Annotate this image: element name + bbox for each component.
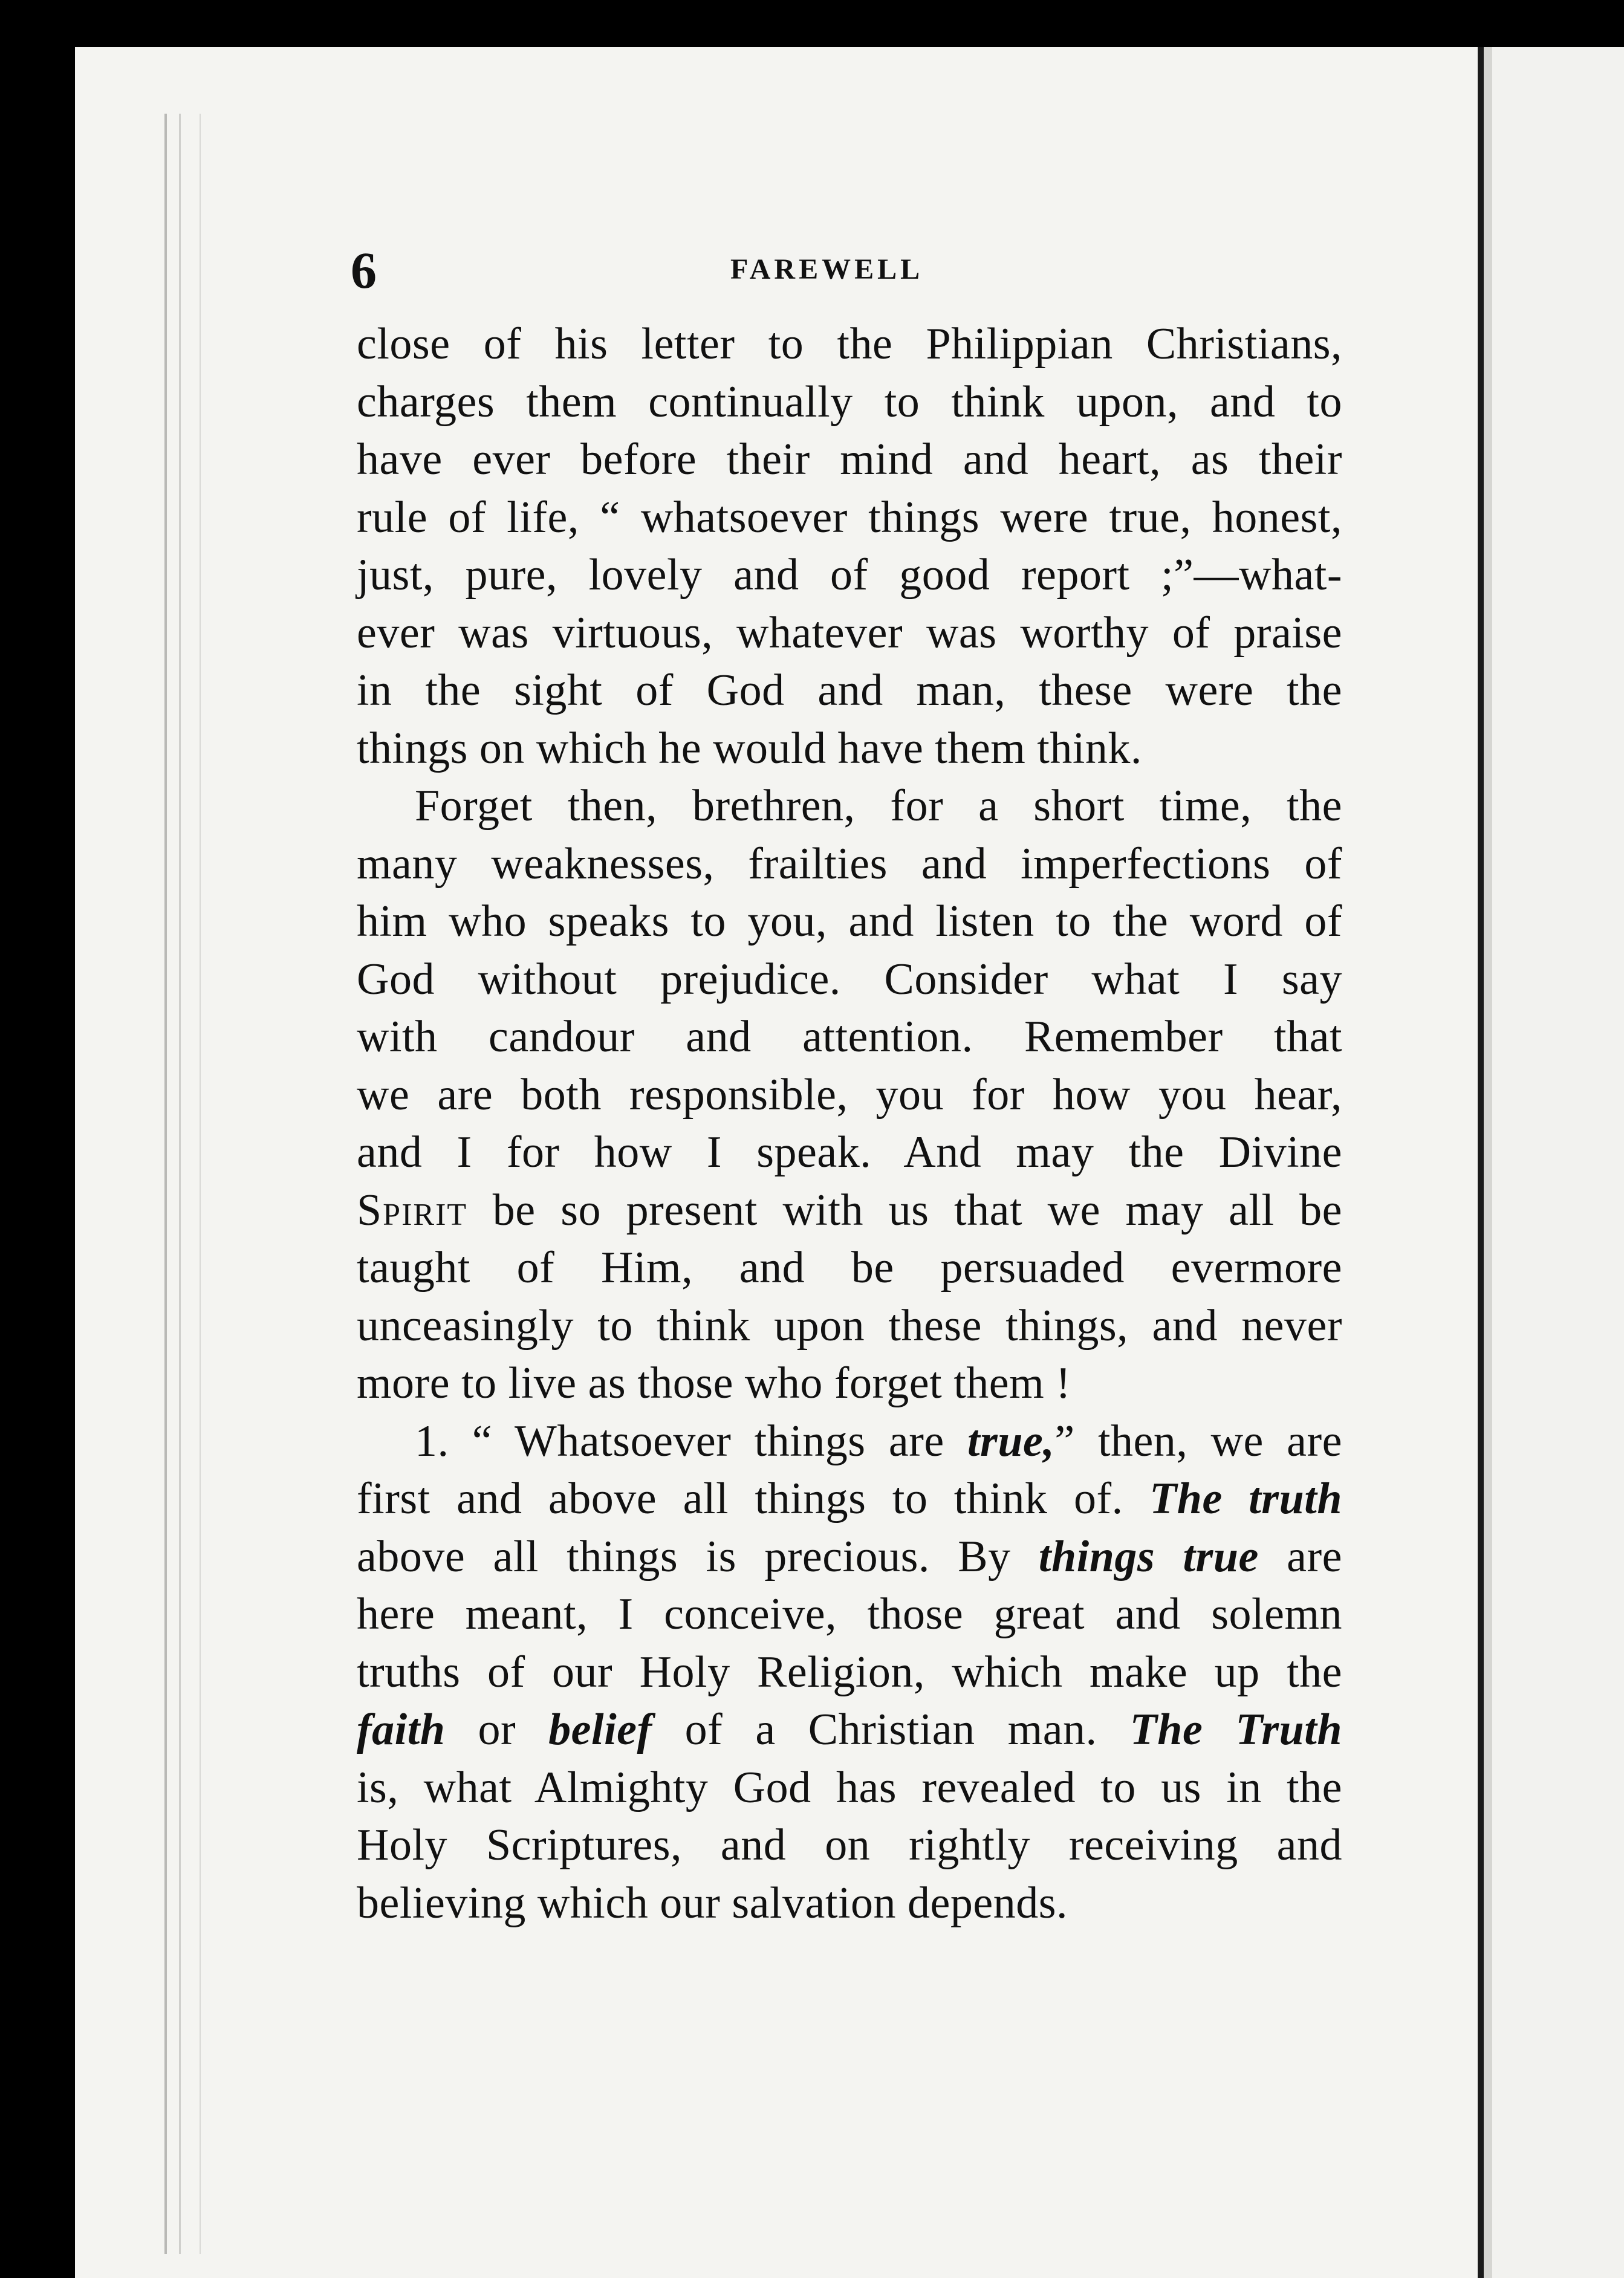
text-line: unceasingly to think upon these things, and never xyxy=(357,1300,1342,1351)
text-line: believing which our salvation depends. xyxy=(357,1878,1068,1928)
text-line: have ever before their mind and heart, as their xyxy=(357,435,1342,484)
text-run: of a Christian man. xyxy=(652,1705,1130,1754)
paragraph-first-line xyxy=(357,1413,1342,1471)
paragraph-first-line: Forget then, brethren, for a short time, the xyxy=(415,781,1342,831)
text-line: many weaknesses, frailties and imperfections of xyxy=(357,839,1342,889)
text-run: 1. “ Whatsoever things are xyxy=(415,1416,967,1466)
text-line: God without prejudice. Consider what I say xyxy=(357,954,1342,1004)
text-line: close of his letter to the Philippian Christians, xyxy=(357,319,1342,369)
text-line xyxy=(357,1182,1342,1240)
italic-text: faith xyxy=(357,1705,446,1754)
page-number: 6 xyxy=(351,241,377,299)
text-line: things on which he would have them think. xyxy=(357,723,1142,773)
text-line: with candour and attention. Remember that xyxy=(357,1012,1342,1062)
text-line: him who speaks to you, and listen to the word of xyxy=(357,897,1342,946)
italic-text: true, xyxy=(967,1416,1055,1466)
gutter-shadow-line xyxy=(200,114,201,2254)
text-line: here meant, I conceive, those great and solemn xyxy=(357,1589,1342,1639)
text-line: ever was virtuous, whatever was worthy of praise xyxy=(357,608,1342,658)
italic-text: The Truth xyxy=(1129,1705,1342,1754)
gutter-shadow-line xyxy=(164,114,167,2254)
text-run: first and above all things to think of. xyxy=(357,1474,1150,1524)
text-line: more to live as those who forget them ! xyxy=(357,1358,1071,1408)
text-line: just, pure, lovely and of good report ;”—what- xyxy=(357,550,1342,600)
running-head: FAREWELL xyxy=(730,253,924,285)
italic-text: The truth xyxy=(1149,1474,1342,1524)
text-line: is, what Almighty God has revealed to us in the xyxy=(357,1762,1342,1812)
text-line: in the sight of God and man, these were the xyxy=(357,666,1342,715)
text-line: Holy Scriptures, and on rightly receiving and xyxy=(357,1820,1342,1870)
text-line: rule of life, “ whatsoever things were true, honest, xyxy=(357,492,1342,542)
text-line: and I for how I speak. And may the Divine xyxy=(357,1128,1342,1177)
italic-text: belief xyxy=(548,1705,652,1754)
text-line xyxy=(357,1701,1342,1759)
text-line: taught of Him, and be persuaded evermore xyxy=(357,1243,1342,1293)
text-run: or xyxy=(445,1705,549,1754)
text-line: truths of our Holy Religion, which make up the xyxy=(357,1647,1342,1697)
text-line xyxy=(357,1470,1342,1528)
text-run: are xyxy=(1258,1531,1342,1582)
small-caps-word: Spirit xyxy=(357,1185,468,1235)
body-text xyxy=(357,316,1342,1932)
text-run: be so present with us that we may all be xyxy=(467,1185,1342,1235)
text-line: charges them continually to think upon, and to xyxy=(357,377,1342,427)
facing-page-strip xyxy=(1484,47,1624,2278)
text-run: above all things is precious. By xyxy=(357,1531,1039,1582)
gutter-shadow-line xyxy=(179,114,181,2254)
facing-page-shade xyxy=(1484,47,1492,2278)
page-header xyxy=(351,237,1064,303)
italic-text: things true xyxy=(1038,1531,1259,1582)
text-line: we are both responsible, you for how you hear, xyxy=(357,1069,1342,1120)
page-edge-shadow xyxy=(1478,47,1484,2278)
text-run: ” then, we are xyxy=(1054,1416,1342,1466)
text-line xyxy=(357,1528,1342,1586)
